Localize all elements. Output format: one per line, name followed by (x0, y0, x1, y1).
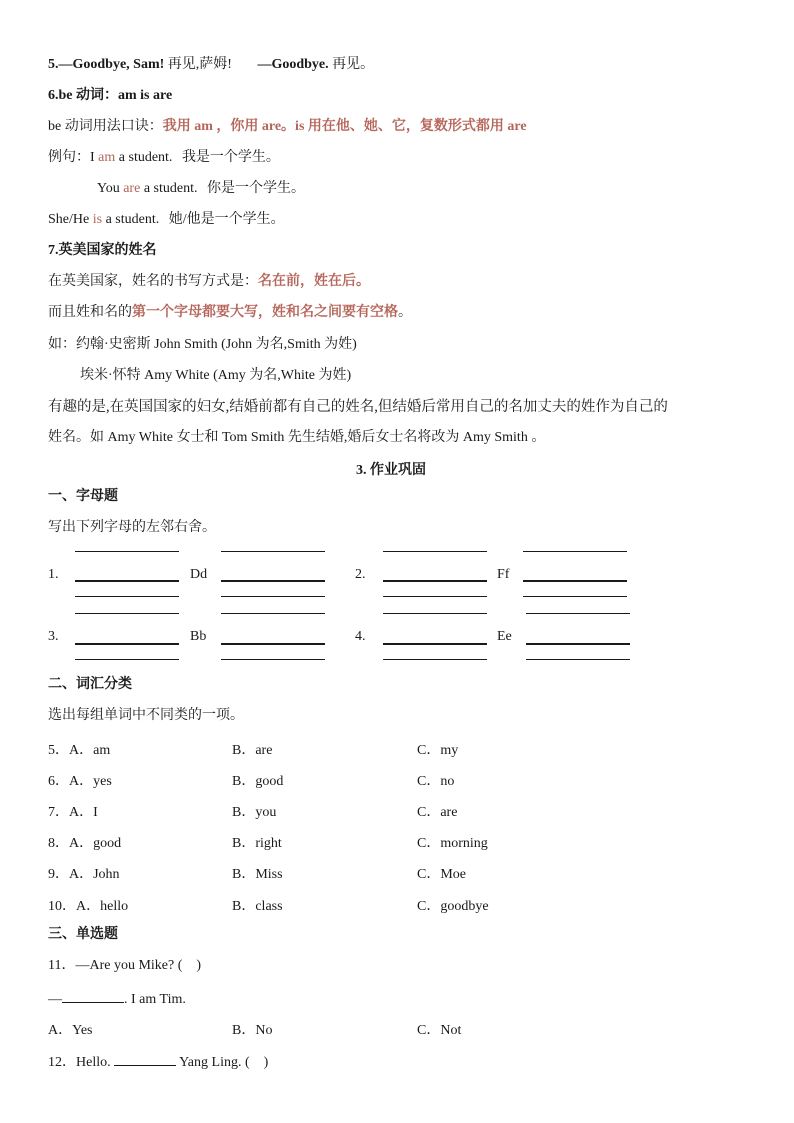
text: I (90, 150, 95, 165)
highlight: are (123, 181, 141, 196)
text: Yang Ling. ( ) (179, 1055, 269, 1070)
option-c[interactable]: C．morning (417, 836, 488, 851)
answer-line[interactable] (75, 596, 179, 597)
question-12 (48, 1051, 268, 1072)
section-1-instructions: 写出下列字母的左邻右舍。 (48, 520, 216, 535)
text: 。 (398, 305, 412, 320)
answer-line[interactable] (383, 643, 487, 645)
question-number: 1. (48, 567, 59, 582)
answer-line[interactable] (75, 580, 179, 582)
names-line-2 (48, 304, 412, 322)
section-2-title: 二、词汇分类 (48, 677, 132, 692)
answer-line[interactable] (221, 596, 325, 597)
letter-label: Ee (497, 629, 512, 644)
section-1-title: 一、字母题 (48, 489, 118, 504)
names-example-2: 埃米·怀特 Amy White (Amy 为名,White 为姓) (80, 368, 352, 383)
names-paragraph-2: 姓名。如 Amy White 女士和 Tom Smith 先生结婚,婚后女士名将改为 Amy Smith 。 (48, 430, 546, 445)
option-c[interactable]: C．goodbye (417, 899, 489, 914)
homework-title: 3. 作业巩固 (356, 463, 426, 478)
highlight: is (92, 212, 103, 227)
answer-line[interactable] (526, 659, 630, 660)
letter-label: Bb (190, 629, 207, 644)
text: 例句： (48, 150, 90, 165)
text: 在英美国家，姓名的书写方式是： (48, 274, 258, 289)
text: be 动词用法口诀： (48, 119, 163, 134)
letter-label: Dd (190, 567, 208, 582)
answer-line[interactable] (221, 643, 325, 645)
section-2-instructions: 选出每组单词中不同类的一项。 (48, 708, 244, 723)
option-a[interactable]: 7．A．I (48, 805, 98, 820)
answer-line[interactable] (221, 551, 325, 552)
text: 再见,萨姆! (167, 57, 232, 72)
be-verb-title: 6.be 动词：am is are (48, 88, 173, 103)
answer-blank[interactable] (114, 1051, 176, 1066)
example-1 (48, 149, 280, 167)
option-a[interactable]: 10．A．hello (48, 899, 129, 914)
option-b[interactable]: B．are (232, 743, 273, 758)
option-c[interactable]: C．Moe (417, 867, 466, 882)
names-paragraph-1: 有趣的是,在英国国家的妇女,结婚前都有自己的姓名,但结婚后常用自己的名加丈夫的姓作为自己的 (48, 399, 668, 415)
question-number: 3. (48, 629, 59, 644)
answer-line[interactable] (526, 643, 630, 645)
highlight: 第一个字母都要大写，姓和名之间要有空格 (132, 305, 398, 320)
highlight: am (98, 150, 116, 165)
answer-line[interactable] (383, 613, 487, 614)
question-11-answer-line (48, 988, 186, 1009)
question-11: 11．—Are you Mike? ( ) (48, 958, 202, 973)
text: 5.—Goodbye, Sam! (48, 57, 165, 72)
names-title: 7.英美国家的姓名 (48, 243, 157, 258)
option-a[interactable]: 8．A．good (48, 836, 122, 851)
answer-line[interactable] (383, 659, 487, 660)
answer-line[interactable] (523, 580, 627, 582)
question-number: 2. (355, 567, 366, 582)
option-a[interactable]: A．Yes (48, 1023, 93, 1038)
text: 而且姓和名的 (48, 305, 132, 320)
text: a student. (105, 212, 160, 227)
option-b[interactable]: B．you (232, 805, 277, 820)
text: She/He (48, 212, 90, 227)
line-goodbye (48, 56, 374, 74)
letter-label: Ff (497, 567, 510, 582)
option-b[interactable]: B．right (232, 836, 282, 851)
answer-line[interactable] (75, 659, 179, 660)
section-3-title: 三、单选题 (48, 927, 118, 942)
example-2 (97, 180, 305, 198)
answer-line[interactable] (523, 596, 627, 597)
option-b[interactable]: B．No (232, 1023, 273, 1038)
option-c[interactable]: C．no (417, 774, 455, 789)
answer-line[interactable] (383, 596, 487, 597)
text: a student. (118, 150, 173, 165)
answer-line[interactable] (75, 613, 179, 614)
answer-line[interactable] (221, 613, 325, 614)
example-3 (48, 211, 285, 229)
option-c[interactable]: C．my (417, 743, 459, 758)
highlight: 我用 am ，你用 are。is 用在他、她、它，复数形式都用 are (162, 119, 527, 134)
highlight: 名在前，姓在后。 (258, 274, 370, 289)
answer-line[interactable] (221, 659, 325, 660)
option-c[interactable]: C．are (417, 805, 458, 820)
dash: — (48, 992, 62, 1007)
option-b[interactable]: B．class (232, 899, 283, 914)
names-line-1 (48, 273, 370, 291)
answer-line[interactable] (221, 580, 325, 582)
answer-line[interactable] (383, 551, 487, 552)
option-c[interactable]: C．Not (417, 1023, 462, 1038)
text: You (97, 181, 120, 196)
text: . I am Tim. (124, 992, 186, 1007)
option-b[interactable]: B．good (232, 774, 284, 789)
text: 她/他是一个学生。 (168, 212, 285, 227)
text: 12．Hello. (48, 1055, 111, 1070)
option-a[interactable]: 5．A．am (48, 743, 111, 758)
option-a[interactable]: 9．A．John (48, 867, 120, 882)
option-b[interactable]: B．Miss (232, 867, 283, 882)
question-number: 4. (355, 629, 366, 644)
option-a[interactable]: 6．A．yes (48, 774, 112, 789)
names-example-1: 如：约翰·史密斯 John Smith (John 为名,Smith 为姓) (48, 337, 357, 352)
answer-line[interactable] (383, 580, 487, 582)
answer-line[interactable] (75, 643, 179, 645)
text: 再见。 (332, 57, 375, 72)
text: 你是一个学生。 (206, 181, 305, 196)
be-verb-rule (48, 118, 527, 136)
answer-line[interactable] (75, 551, 179, 552)
text: 我是一个学生。 (181, 150, 280, 165)
text: —Goodbye. (257, 57, 329, 72)
answer-blank[interactable] (62, 988, 124, 1003)
text: a student. (143, 181, 198, 196)
answer-line[interactable] (526, 613, 630, 614)
answer-line[interactable] (523, 551, 627, 552)
